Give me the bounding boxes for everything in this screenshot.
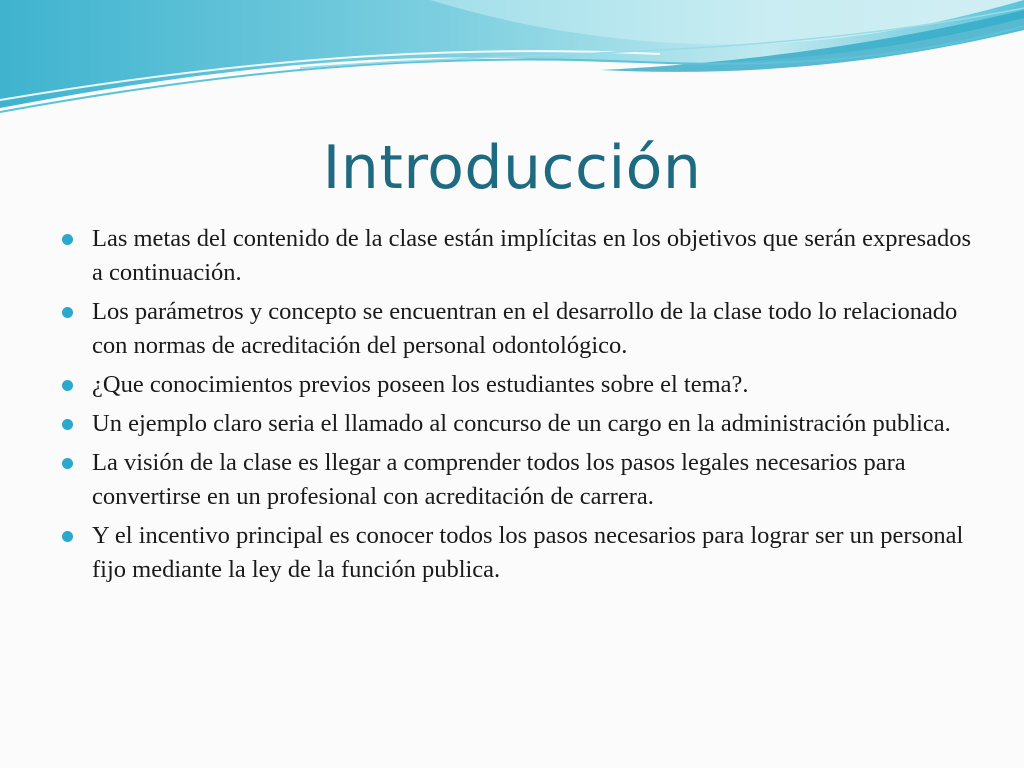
filled-circle-bullet-icon [62, 531, 73, 542]
bullet-text: Un ejemplo claro seria el llamado al concurso de un cargo en la administración publica. [92, 410, 951, 437]
filled-circle-bullet-icon [62, 419, 73, 430]
bullet-item [62, 519, 982, 587]
bullet-text: Los parámetros y concepto se encuentran en el desarrollo de la clase todo lo relacionado con normas de acreditación del personal odontológico. [92, 298, 958, 359]
bullet-item [62, 407, 982, 441]
bullet-list [62, 222, 982, 592]
bullet-text: Y el incentivo principal es conocer todos los pasos necesarios para lograr ser un personal fijo mediante la ley de la función publica. [92, 522, 964, 583]
bullet-text: ¿Que conocimientos previos poseen los estudiantes sobre el tema?. [92, 371, 749, 398]
bullet-item [62, 368, 982, 402]
bullet-text: Las metas del contenido de la clase están implícitas en los objetivos que serán expresados a continuación. [92, 225, 972, 286]
bullet-text: La visión de la clase es llegar a comprender todos los pasos legales necesarios para convertirse en un profesional con acreditación de carrera. [92, 449, 906, 510]
bullet-item [62, 222, 982, 290]
filled-circle-bullet-icon [62, 380, 73, 391]
filled-circle-bullet-icon [62, 307, 73, 318]
bullet-item [62, 446, 982, 514]
filled-circle-bullet-icon [62, 458, 73, 469]
slide-title: Introducción [322, 133, 702, 203]
bullet-item [62, 295, 982, 363]
header-wave-decoration [0, 0, 1024, 130]
filled-circle-bullet-icon [62, 234, 73, 245]
